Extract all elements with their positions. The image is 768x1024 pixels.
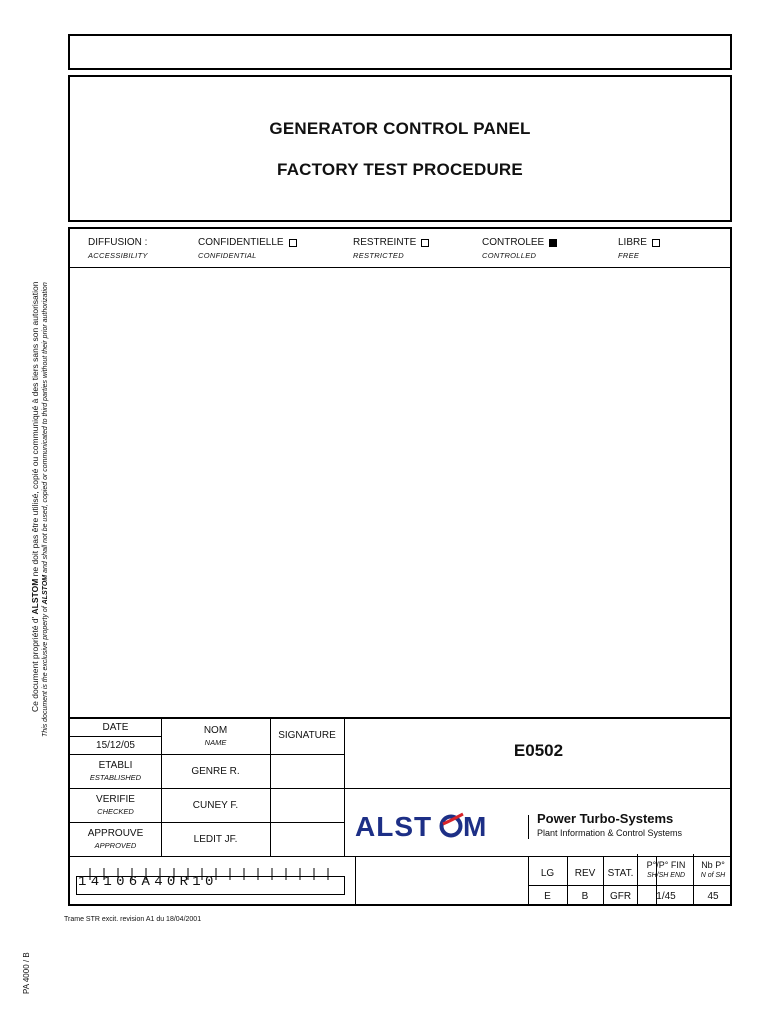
rev-value: B [581, 891, 589, 902]
checkbox-controlled[interactable] [549, 239, 557, 247]
option-label: LIBRE [618, 237, 647, 248]
property-notice-en [42, 282, 49, 737]
row-label-en: CHECKED [97, 807, 134, 816]
accessibility-label-en: ACCESSIBILITY [88, 251, 148, 260]
checked-label [70, 794, 161, 816]
name-header-fr: NOM [203, 725, 228, 736]
accessibility-label-fr: DIFFUSION : [88, 237, 148, 248]
col-divider [693, 854, 694, 904]
row-label-en: ESTABLISHED [89, 773, 142, 782]
division-subtitle: Plant Information & Control Systems [537, 828, 683, 838]
reference-number: 14106A40R10 [78, 874, 218, 890]
svg-text:M: M [463, 811, 487, 842]
option-confidential[interactable] [198, 237, 297, 260]
content-box [68, 227, 732, 719]
document-subtitle: FACTORY TEST PROCEDURE [277, 160, 523, 179]
sheet-count-value: 45 [707, 891, 719, 902]
checkbox-confidential[interactable] [289, 239, 297, 247]
sheet-header-en: SH/SH END [646, 872, 686, 879]
option-label: RESTREINTE [353, 237, 417, 248]
established-label [70, 760, 161, 782]
approved-label [70, 828, 161, 850]
established-signature[interactable] [271, 755, 344, 788]
rev-header: REV [574, 868, 596, 879]
document-code: E0502 [513, 741, 564, 760]
checkbox-restricted[interactable] [421, 239, 429, 247]
alstom-logo [355, 810, 525, 844]
name-header-en: NAME [204, 738, 227, 747]
accessibility-divider [70, 267, 730, 268]
option-restricted[interactable] [353, 237, 429, 260]
sheet-count-header-fr: Nb P° [701, 860, 725, 870]
template-note: Trame STR excit. revision A1 du 18/04/2001 [64, 916, 202, 923]
notice-fr-part: ne doit pas être utilisé, copié ou communiqué à des tiers sans son autorisation [30, 281, 40, 579]
checked-name: CUNEY F. [192, 800, 239, 811]
sheet-header [638, 860, 694, 879]
notice-fr-part: Ce document propriété d' [30, 614, 40, 712]
option-free[interactable] [618, 237, 660, 260]
row-label-fr: APPROUVE [87, 828, 144, 839]
property-notice-fr [30, 282, 40, 712]
date-label: DATE [102, 722, 129, 733]
form-code: PA 4000 / B [22, 952, 31, 994]
division-name: Power Turbo-Systems [537, 811, 674, 826]
name-header [161, 725, 270, 747]
row-label-fr: ETABLI [98, 760, 133, 771]
title-block [68, 717, 732, 906]
svg-text:ALST: ALST [355, 811, 433, 842]
lg-header: LG [540, 868, 555, 879]
document-title: GENERATOR CONTROL PANEL [269, 119, 531, 138]
sheet-header-fr: P°/P° FIN [646, 860, 686, 870]
stat-value: GFR [609, 891, 632, 902]
row-label-en: APPROVED [94, 841, 137, 850]
checked-signature[interactable] [271, 789, 344, 822]
signature-header: SIGNATURE [278, 730, 336, 741]
logo-divider [528, 815, 529, 839]
option-label-en: CONFIDENTIAL [198, 251, 257, 260]
option-label: CONFIDENTIELLE [198, 237, 284, 248]
option-label-en: CONTROLLED [482, 251, 537, 260]
stat-header: STAT. [607, 868, 634, 879]
approved-signature[interactable] [271, 823, 344, 856]
checkbox-free[interactable] [652, 239, 660, 247]
date-value: 15/12/05 [96, 740, 135, 751]
notice-en-part: and shall not be used, copied or communicated to third parties without their prior authorization [42, 282, 49, 575]
row-label-fr: VERIFIE [96, 794, 135, 805]
notice-en-brand: ALSTOM [42, 574, 49, 605]
approved-name: LEDIT JF. [193, 834, 238, 845]
sheet-count-header-en: N of SH [700, 872, 726, 879]
top-blank-box [68, 34, 732, 70]
accessibility-label [88, 237, 148, 260]
lg-value: E [544, 891, 551, 902]
option-label-en: RESTRICTED [353, 251, 404, 260]
option-label-en: FREE [618, 251, 640, 260]
sheet-count-header [694, 860, 732, 879]
option-controlled[interactable] [482, 237, 557, 260]
title-box [68, 75, 732, 222]
notice-en-part: This document is the exclusive property of [42, 604, 49, 737]
col-divider [637, 854, 638, 904]
established-name: GENRE R. [191, 766, 240, 777]
sheet-value: 1/45 [656, 891, 676, 902]
option-label: CONTROLEE [482, 237, 545, 248]
notice-fr-brand: ALSTOM [30, 578, 40, 615]
